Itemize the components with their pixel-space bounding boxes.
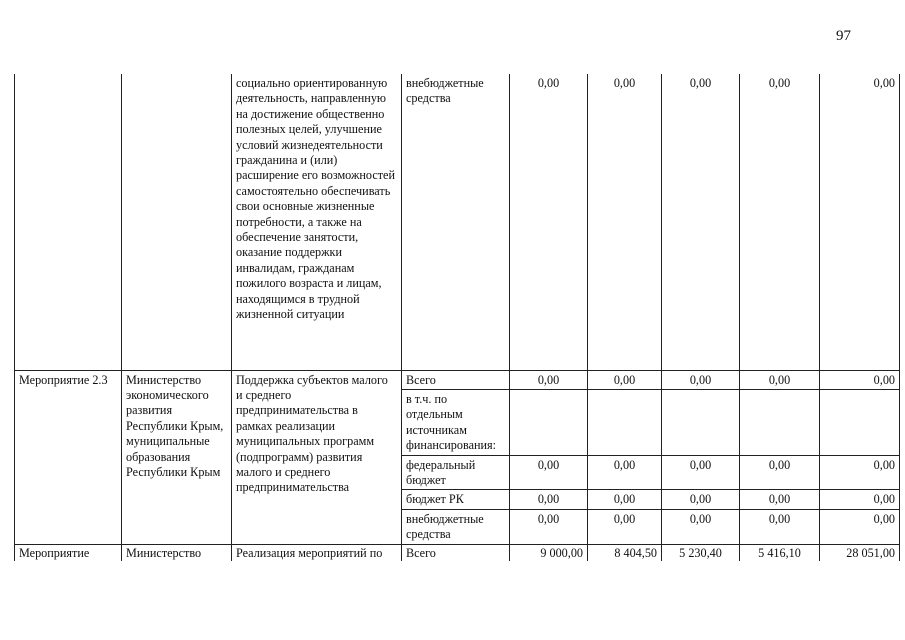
cell-event: Мероприятие	[15, 544, 122, 561]
cell-value-4: 0,00	[740, 74, 820, 370]
cell-description: социально ориентированную деятельность, направленную на достижение общественно полезных целей, улучшение условий жизнедеятельности гражданина и (или) расширение его возможностей самостоятельно обеспечивать свои основные жизненные потребности, а также на обеспечение занятости, оказание поддержки инвалидам, гражданам пожилого возраста и лицам, находящимся в трудной жизненной ситуации	[232, 74, 402, 370]
cell-value-2: 0,00	[588, 455, 662, 490]
cell-value-3: 0,00	[662, 490, 740, 509]
cell-value-2: 8 404,50	[588, 544, 662, 561]
table-row-next-event	[15, 544, 900, 561]
cell-executor	[122, 74, 232, 370]
cell-value-5: 0,00	[820, 490, 900, 509]
cell-value-4	[740, 389, 820, 455]
cell-value-5: 28 051,00	[820, 544, 900, 561]
cell-value-2: 0,00	[588, 509, 662, 544]
cell-value-3	[662, 389, 740, 455]
cell-description: Реализация мероприятий по	[232, 544, 402, 561]
cell-executor: Министерство экономического развития Республики Крым, муниципальные образования Республики Крым	[122, 370, 232, 544]
table-row-event-2-3	[15, 370, 900, 389]
cell-value-3: 0,00	[662, 509, 740, 544]
cell-value-5	[820, 389, 900, 455]
cell-value-4: 5 416,10	[740, 544, 820, 561]
cell-value-3: 0,00	[662, 455, 740, 490]
cell-source: внебюджетные средства	[402, 74, 510, 370]
cell-value-5: 0,00	[820, 509, 900, 544]
cell-value-4: 0,00	[740, 490, 820, 509]
cell-value-3: 0,00	[662, 74, 740, 370]
cell-value-2: 0,00	[588, 490, 662, 509]
page-number: 97	[836, 28, 851, 44]
cell-value-1: 0,00	[510, 490, 588, 509]
cell-source: Всего	[402, 370, 510, 389]
cell-source: бюджет РК	[402, 490, 510, 509]
cell-value-1: 9 000,00	[510, 544, 588, 561]
financing-table	[14, 74, 900, 561]
cell-source: федеральный бюджет	[402, 455, 510, 490]
cell-value-2: 0,00	[588, 74, 662, 370]
cell-source: в т.ч. по отдельным источникам финансирования:	[402, 389, 510, 455]
cell-event: Мероприятие 2.3	[15, 370, 122, 544]
cell-value-4: 0,00	[740, 370, 820, 389]
cell-value-3: 5 230,40	[662, 544, 740, 561]
cell-value-3: 0,00	[662, 370, 740, 389]
cell-value-2	[588, 389, 662, 455]
cell-value-1: 0,00	[510, 509, 588, 544]
table-row-continuation	[15, 74, 900, 370]
cell-value-5: 0,00	[820, 74, 900, 370]
cell-value-1: 0,00	[510, 74, 588, 370]
cell-value-1: 0,00	[510, 370, 588, 389]
cell-event	[15, 74, 122, 370]
cell-value-4: 0,00	[740, 455, 820, 490]
cell-description: Поддержка субъектов малого и среднего предпринимательства в рамках реализации муниципальных программ (подпрограмм) развития малого и среднего предпринимательства	[232, 370, 402, 544]
cell-value-1	[510, 389, 588, 455]
cell-source: Всего	[402, 544, 510, 561]
cell-value-1: 0,00	[510, 455, 588, 490]
cell-source: внебюджетные средства	[402, 509, 510, 544]
cell-value-2: 0,00	[588, 370, 662, 389]
cell-value-4: 0,00	[740, 509, 820, 544]
cell-value-5: 0,00	[820, 370, 900, 389]
cell-value-5: 0,00	[820, 455, 900, 490]
cell-executor: Министерство	[122, 544, 232, 561]
